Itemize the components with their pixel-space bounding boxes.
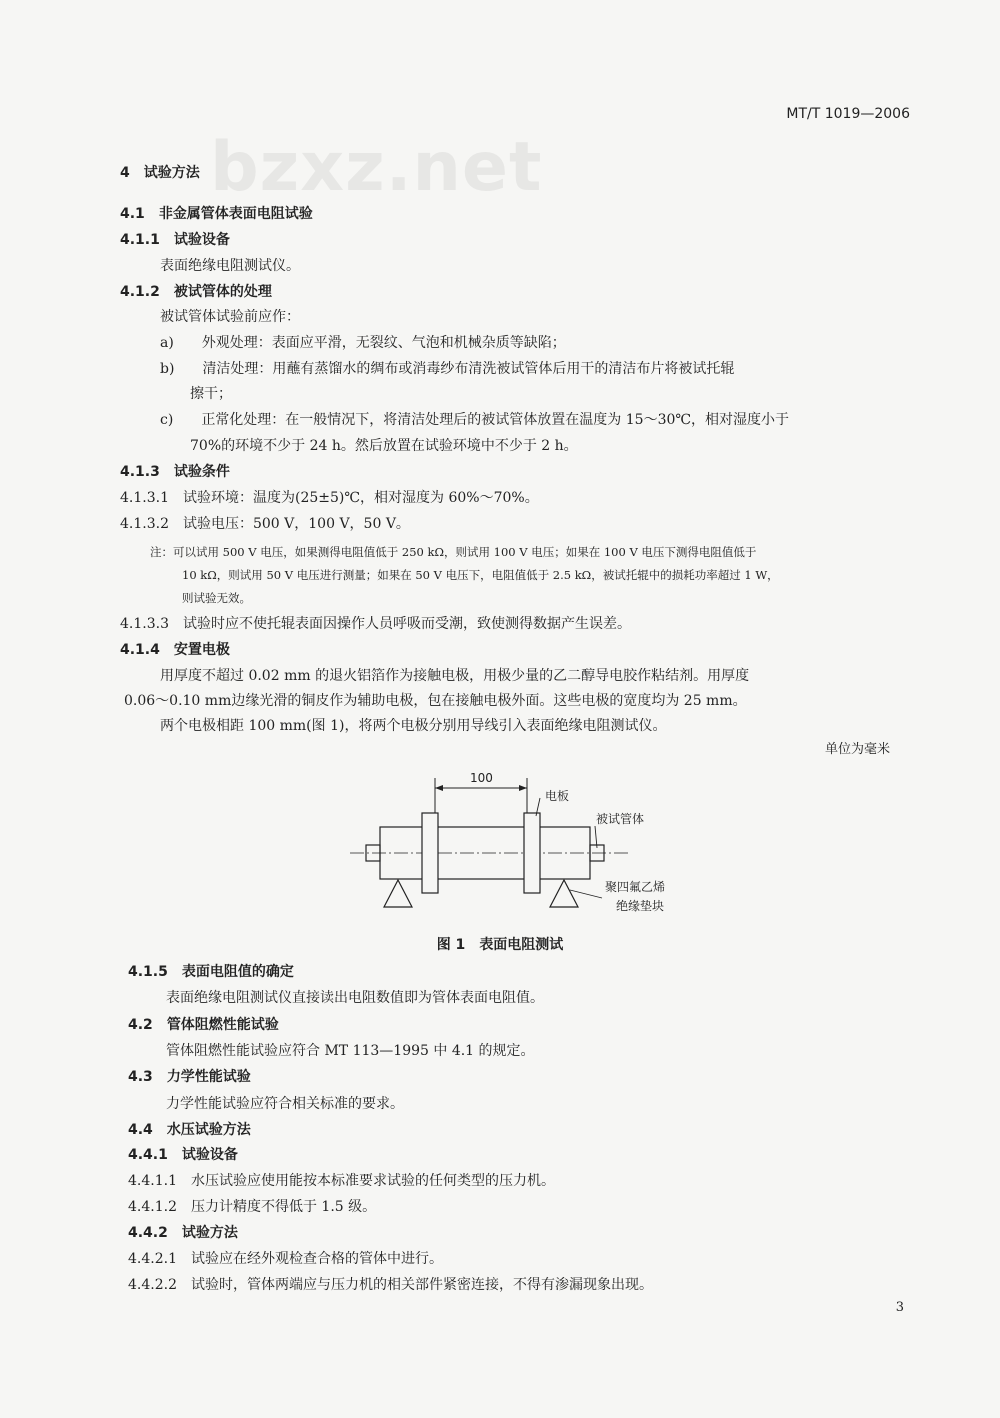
list-marker: c) — [160, 412, 174, 428]
section-title: 被试管体的处理 — [173, 284, 272, 300]
paragraph: 70%的环境不少于 24 h。然后放置在试验环境中不少于 2 h。 — [190, 438, 578, 454]
clause-number: 4.1.3.3 — [120, 616, 169, 632]
paragraph: 力学性能试验应符合相关标准的要求。 — [166, 1096, 404, 1112]
section-number: 4.4.1 — [128, 1147, 168, 1163]
section-heading — [128, 1145, 238, 1165]
section-number: 4.4 — [128, 1122, 153, 1138]
section-number: 4 — [120, 165, 130, 181]
section-title: 安置电极 — [173, 642, 230, 658]
clause-text: 水压试验应使用能按本标准要求试验的任何类型的压力机。 — [190, 1173, 555, 1189]
electrode-left — [422, 813, 438, 893]
paragraph: 管体阻燃性能试验应符合 MT 113—1995 中 4.1 的规定。 — [166, 1043, 535, 1059]
clause — [120, 514, 410, 534]
list-text: 正常化处理：在一般情况下，将清洁处理后的被试管体放置在温度为 15～30℃，相对湿度小于 — [201, 412, 790, 428]
section-title: 表面电阻值的确定 — [181, 964, 294, 980]
label-pad-line2: 绝缘垫块 — [616, 899, 665, 913]
section-heading — [120, 462, 230, 482]
list-marker: b) — [160, 361, 175, 377]
section-title: 力学性能试验 — [166, 1069, 251, 1085]
insulating-pad-left — [384, 880, 412, 907]
section-heading — [120, 282, 272, 302]
dimension-label: 100 — [470, 771, 493, 785]
section-number: 4.1.1 — [120, 232, 160, 248]
insulating-pad-right — [550, 880, 578, 907]
section-heading — [128, 1120, 251, 1140]
clause-text: 试验时应不使托辊表面因操作人员呼吸而受潮，致使测得数据产生误差。 — [182, 616, 631, 632]
clause-number: 4.4.1.2 — [128, 1199, 177, 1215]
clause — [120, 488, 539, 508]
clause-text: 压力计精度不得低于 1.5 级。 — [190, 1199, 377, 1215]
paragraph: 擦干； — [190, 386, 232, 402]
section-title: 试验条件 — [173, 464, 230, 480]
section-heading — [120, 204, 313, 224]
section-heading — [120, 230, 230, 250]
section-heading — [128, 1067, 251, 1087]
clause — [120, 614, 631, 634]
clause-text: 试验环境：温度为(25±5)℃，相对湿度为 60%～70%。 — [182, 490, 539, 506]
clause — [128, 1249, 443, 1269]
paragraph: 被试管体试验前应作： — [160, 309, 300, 325]
section-heading — [120, 163, 200, 183]
paragraph: 0.06～0.10 mm边缘光滑的铜皮作为辅助电极，包在接触电极外面。这些电极的宽度均为 25 mm。 — [124, 693, 747, 709]
list-item — [160, 410, 789, 430]
figure-number: 图 1 — [436, 937, 466, 953]
section-title: 试验设备 — [181, 1147, 238, 1163]
section-number: 4.2 — [128, 1017, 153, 1033]
section-number: 4.1.3 — [120, 464, 160, 480]
section-title: 试验设备 — [173, 232, 230, 248]
standard-number: MT/T 1019—2006 — [786, 106, 910, 122]
figure-surface-resistance-test — [340, 760, 680, 930]
clause-number: 4.1.3.2 — [120, 516, 169, 532]
unit-note: 单位为毫米 — [824, 742, 890, 757]
list-item — [160, 333, 566, 353]
section-number: 4.1.2 — [120, 284, 160, 300]
section-title: 管体阻燃性能试验 — [166, 1017, 279, 1033]
list-text: 外观处理：表面应平滑，无裂纹、气泡和机械杂质等缺陷； — [201, 335, 566, 351]
section-number: 4.1.5 — [128, 964, 168, 980]
paragraph: 表面绝缘电阻测试仪直接读出电阻数值即为管体表面电阻值。 — [166, 990, 544, 1006]
note: 10 kΩ，则试用 50 V 电压进行测量；如果在 50 V 电压下，电阻值低于 2.5 kΩ，被试托辊中的损耗功率超过 1 W， — [182, 568, 779, 582]
clause-number: 4.4.1.1 — [128, 1173, 177, 1189]
section-number: 4.4.2 — [128, 1225, 168, 1241]
electrode-right — [524, 813, 540, 893]
clause-text: 试验应在经外观检查合格的管体中进行。 — [190, 1251, 443, 1267]
section-heading — [128, 1015, 279, 1035]
section-title: 试验方法 — [143, 165, 200, 181]
clause-number: 4.4.2.2 — [128, 1277, 177, 1293]
clause — [128, 1171, 555, 1191]
label-pipe: 被试管体 — [596, 812, 645, 826]
list-marker: a) — [160, 335, 174, 351]
note: 注：可以试用 500 V 电压，如果测得电阻值低于 250 kΩ，则试用 100 V 电压；如果在 100 V 电压下测得电阻值低于 — [150, 545, 757, 559]
leader-pad — [570, 890, 602, 898]
paragraph: 表面绝缘电阻测试仪。 — [160, 258, 300, 274]
section-heading — [128, 1223, 238, 1243]
watermark: bzxz.net — [210, 128, 543, 207]
section-title: 水压试验方法 — [166, 1122, 251, 1138]
section-number: 4.1.4 — [120, 642, 160, 658]
label-electrode: 电板 — [545, 789, 570, 803]
clause-text: 试验电压：500 V，100 V，50 V。 — [182, 516, 410, 532]
list-text: 清洁处理：用蘸有蒸馏水的绸布或消毒纱布清洗被试管体后用干的清洁布片将被试托辊 — [202, 361, 735, 377]
clause — [128, 1275, 653, 1295]
section-number: 4.3 — [128, 1069, 153, 1085]
list-item — [160, 359, 734, 379]
figure-title: 表面电阻测试 — [479, 937, 564, 953]
section-number: 4.1 — [120, 206, 145, 222]
dimension-arrow-left — [435, 785, 443, 791]
section-title: 试验方法 — [181, 1225, 238, 1241]
label-pad-line1: 聚四氟乙烯 — [605, 880, 666, 894]
section-heading — [120, 640, 230, 660]
paragraph: 两个电极相距 100 mm(图 1)，将两个电极分别用导线引入表面绝缘电阻测试仪。 — [160, 718, 667, 734]
dimension-arrow-right — [519, 785, 527, 791]
figure-caption — [0, 934, 1000, 954]
section-heading — [128, 962, 294, 982]
clause-number: 4.1.3.1 — [120, 490, 169, 506]
clause-text: 试验时，管体两端应与压力机的相关部件紧密连接，不得有渗漏现象出现。 — [190, 1277, 653, 1293]
clause — [128, 1197, 376, 1217]
clause-number: 4.4.2.1 — [128, 1251, 177, 1267]
page-number: 3 — [895, 1300, 904, 1315]
paragraph: 用厚度不超过 0.02 mm 的退火铝箔作为接触电极，用极少量的乙二醇导电胶作粘结剂。用厚度 — [160, 668, 750, 684]
note: 则试验无效。 — [182, 591, 251, 605]
section-title: 非金属管体表面电阻试验 — [158, 206, 313, 222]
